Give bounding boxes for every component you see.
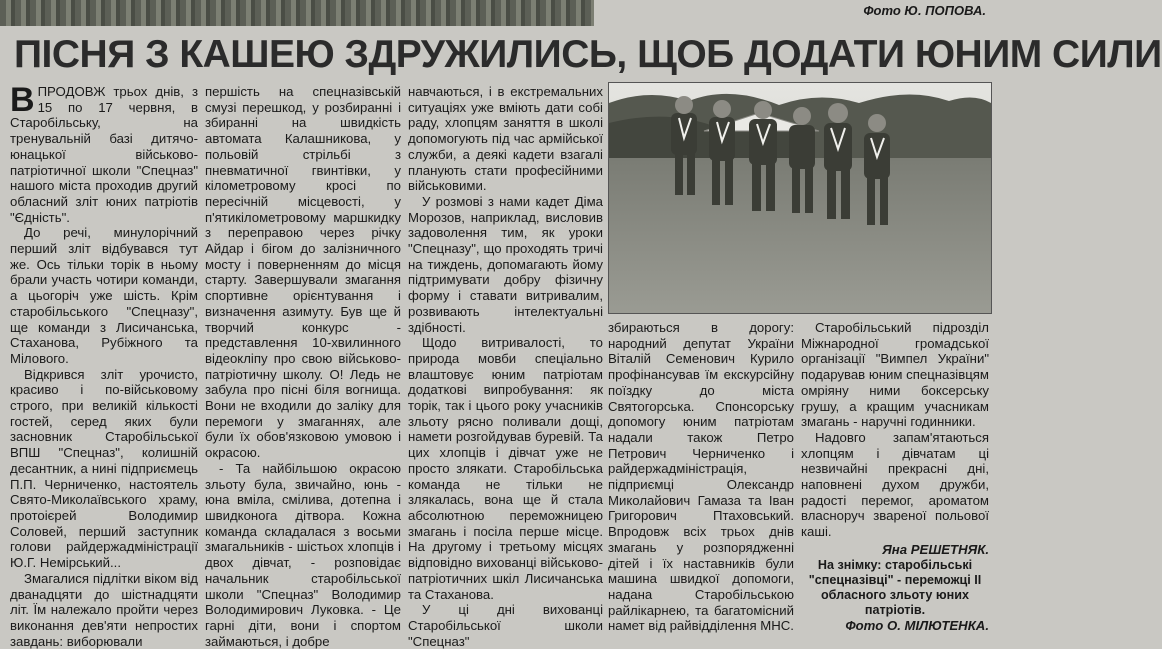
article-column-5 bbox=[801, 320, 989, 633]
article-paragraph: Старобільський підрозділ Міжнародної громадської організації "Вимпел України" подарував юним спецназівцям омріяну ними боксерську грушу, а кращим учасникам змагань - наручні годинники. bbox=[801, 320, 989, 430]
article-column-4 bbox=[608, 320, 794, 634]
article-column-2 bbox=[205, 84, 401, 649]
author-byline: Яна РЕШЕТНЯК. bbox=[882, 541, 989, 557]
photo-caption: На знімку: старобільські "спецназівці" - переможці II обласного зльоту юних патріотів. bbox=[808, 557, 982, 617]
article-paragraph: навчаються, і в екстремальних ситуаціях уже вміють дати собі раду, хлопцям заняття в школі допомогують під час армійської служби, а деякі кадети взагалі планують стати професійними військовими. bbox=[408, 84, 603, 194]
headline: ПІСНЯ З КАШЕЮ ЗДРУЖИЛИСЬ, ЩОБ ДОДАТИ ЮНИМ СИЛИ bbox=[14, 33, 1162, 76]
article-paragraph: У ці дні вихованці Старобільської школи "Спецназ" bbox=[408, 602, 603, 649]
article-column-3 bbox=[408, 84, 603, 649]
dropcap: В bbox=[10, 81, 35, 119]
article-paragraph: - Та найбільшою окрасою зльоту була, звичайно, юнь - юна вміла, смілива, дотепна і швидконога дітвора. Кожна команда складалася з восьми змагальників - шістьох хлопців і двох дівчат, - розповідає начальник старобільської школи "Спецназ" Володимир Володимирович Луковка. - Це гарні діти, вони і спортом займаються, і добре bbox=[205, 460, 401, 649]
cadets-photo bbox=[608, 82, 992, 314]
article-paragraph: Змагалися підлітки віком від дванадцяти до шістнадцяти літ. Їм належало пройти через виконання дев'яти непростих завдань: виборювали bbox=[10, 570, 198, 649]
article-paragraph: Надовго запам'ятаються хлопцям і дівчатам ці незвичайні прекрасні дні, наповнені духом дружби, радості перемог, ароматом власноруч звареної польової каші. bbox=[801, 429, 989, 540]
article-paragraph: У розмові з нами кадет Діма Морозов, наприклад, висловив задоволення тим, як уроки "Спецназу", що проходять тричі на тиждень, допомагають йому підтримувати добру фізичну форму і ставати витривалим, розвивають інтелектуальні здібності. bbox=[408, 193, 603, 335]
top-photo-fragment bbox=[0, 0, 594, 26]
photo-credit-top: Фото Ю. ПОПОВА. bbox=[863, 3, 986, 18]
photo-credit: Фото О. МІЛЮТЕНКА. bbox=[845, 617, 989, 633]
article-paragraph: Щодо витривалості, то природа мовби спеціально влаштовує юним патріотам додаткові випробування: як торік, так і цього року учасників зльоту рясно поливали дощі, намети розгойдував буревій. Та цих хлопців і дівчат уже не просто злякати. Старобільська команда не тільки не злякалась, вона ще й стала абсолютною переможницею змагань і посіла перше місце. На другому і третьому місцях відповідно вихованці військово-патріотичних шкіл Лисичанська та Стаханова. bbox=[408, 335, 603, 602]
article-paragraph: Відкрився зліт урочисто, красиво і по-військовому строго, при великій кількості гостей, серед яких були засновник Старобільської ВПШ "Спецназ", колишній десантник, а нині підприємець П.П. Черниченко, настоятель Свято-Миколаївського храму, протоієрей Володимир Соловей, перший заступник голови райдержадміністрації Ю.Г. Немірський... bbox=[10, 366, 198, 571]
article-paragraph: До речі, минулорічний перший зліт відбувався тут же. Ось тільки торік в ньому брали участь чотири команди, а цьогоріч уже шість. Крім старобільського "Спецназу", ще команди з Лисичанська, Стаханова, Рубіжного та Мілового. bbox=[10, 225, 198, 366]
article-paragraph: ВПРОДОВЖ трьох днів, з 15 по 17 червня, в Старобільську, на тренувальній базі дитячо-юнацької військово-патріотичної школи "Спецназ" нашого міста проходив другий обласний зліт юних патріотів "Єдність". bbox=[10, 81, 198, 225]
article-column-1 bbox=[10, 81, 198, 649]
article-paragraph: першість на спецназівській смузі перешкод, у розбиранні і збиранні на швидкість автомата Калашникова, у польовій стрільбі з пневматичної гвинтівки, у кілометровому кросі по пересічній місцевості, у п'ятикілометровому маршкидку з переправою через річку Айдар і бігом до залізничного мосту і поверненням до місця старту. Завершували змагання спортивне орієнтування і визначення азимуту. Був ще й творчий конкурс - представлення 10-хвилинного відеокліпу про свою військово-патріотичну школу. О! Ледь не забула про пісні біля вогнища. Вони не входили до заліку для перемоги у змаганнях, але були їх обов'язковою умовою і окрасою. bbox=[205, 84, 401, 461]
article-paragraph: збираються в дорогу: народний депутат України Віталій Семенович Курило профінансував їм екскурсійну поїздку до міста Святогорська. Спонсорську допомогу юним патріотам надали також Петро Петрович Черниченко і райдержадміністрація, підприємці Олександр Миколайович Гамаза та Іван Григорович Птаховський. Впродовж всіх трьох днів змагань у розпорядженні дітей і їх наставників були машина швидкої допомоги, надана Старобільською райлікарнею, та багатомісний намет від райвідділення МНС. bbox=[608, 320, 794, 634]
